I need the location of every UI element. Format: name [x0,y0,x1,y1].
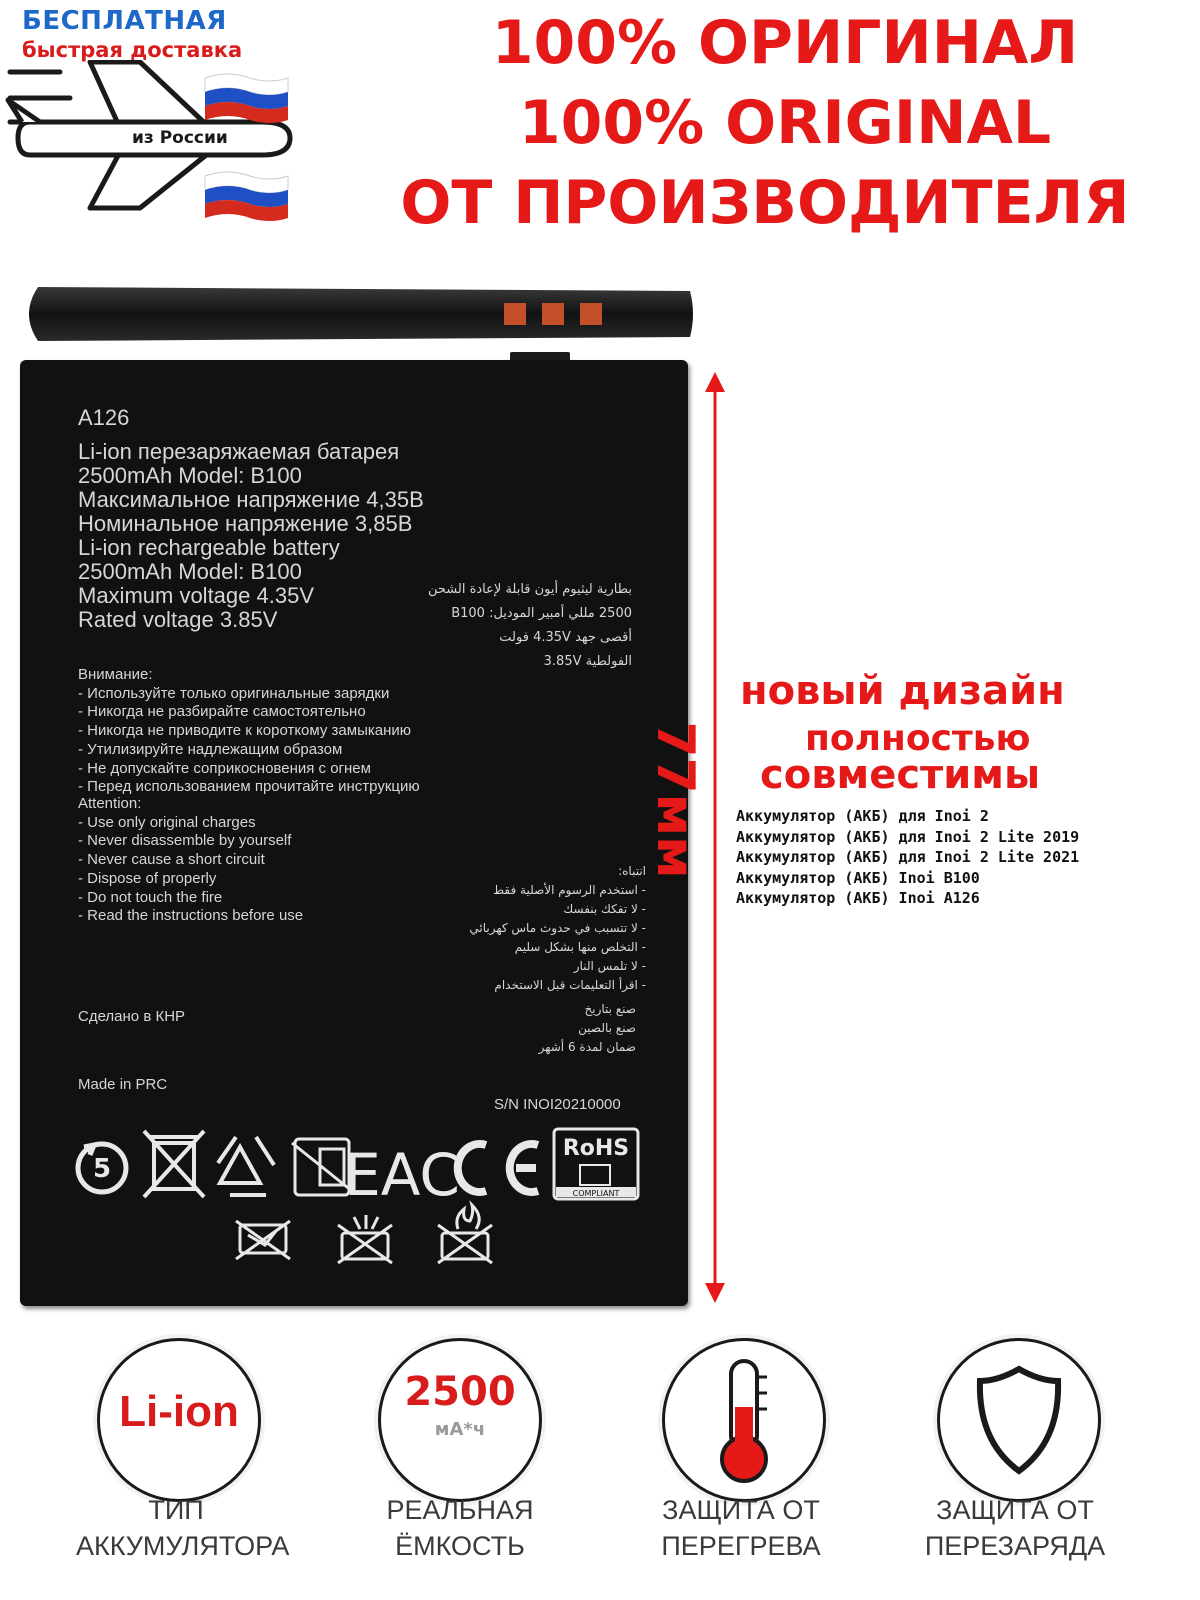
warning-line: - Never disassemble by yourself [78,832,292,850]
warning-line: - Use only original charges [78,813,256,831]
warning-ar [406,862,646,995]
warning-line: - التخلص منها بشكل سليم [514,940,646,954]
warning-line: - Read the instructions before use [78,907,304,925]
serial-number: S/N INOI20210000 [494,1096,621,1113]
fast-delivery-subtitle: быстрая доставка [22,38,243,62]
headline-original-en: 100% ORIGINAL [518,88,1052,158]
no-disassemble-icon [292,1139,352,1195]
fully-title: полностью [805,718,1031,759]
feature-line: ПЕРЕГРЕВА [661,1531,821,1561]
thermometer-icon [662,1338,826,1502]
warning-ru [78,666,420,797]
made-in-ru: Сделано в КНР [78,1008,186,1025]
ce-mark-icon [458,1144,538,1192]
made-ar [436,1000,636,1057]
battery-spec-ru [78,440,424,536]
spec-line: Максимальное напряжение 4,35В [78,487,424,512]
rohs-compliant-icon [554,1129,638,1199]
russian-flag-icon [205,74,288,123]
dimension-value: 77мм [645,721,705,879]
warning-line: - Перед использованием прочитайте инструкцию [78,778,420,796]
svg-text:EAC: EAC [344,1141,460,1209]
spec-line: أقصى جهد 4.35V فولت [499,630,632,645]
warning-line: - Никогда не разбирайте самостоятельно [78,703,366,721]
list-item: Аккумулятор (АКБ) Inoi A126 [736,889,980,907]
list-item: Аккумулятор (АКБ) для Inoi 2 Lite 2019 [736,827,1080,846]
spec-line: 2500 مللي أمبير الموديل: B100 [451,606,632,621]
feature-label-capacity [355,1492,565,1564]
battery-side-view [18,285,698,343]
spec-line: بطارية ليثيوم أيون قابلة لإعادة الشحن [427,582,632,597]
warning-en [78,795,303,926]
headline-from-manufacturer: ОТ ПРОИЗВОДИТЕЛЯ [400,168,1130,238]
warning-title: Attention: [78,795,142,812]
weee-crossed-bin-icon [144,1131,204,1197]
no-fire-icon [438,1205,492,1263]
from-russia-label: из России [132,128,228,148]
li-ion-badge-icon [97,1338,261,1502]
warning-title: Внимание: [78,666,153,683]
feature-label-overcharge [910,1492,1120,1564]
eac-mark-icon [344,1141,460,1209]
free-delivery-title: БЕСПЛАТНАЯ [22,6,227,36]
warning-line: - Утилизируйте надлежащим образом [78,740,343,758]
recycle-5-icon [78,1144,126,1192]
warning-line: - Никогда не приводите к короткому замыканию [78,722,412,740]
new-design-title: новый дизайн [740,668,1065,714]
warning-line: - استخدم الرسوم الأصلية فقط [493,883,646,897]
no-crush-icon [338,1215,392,1263]
headline-original-ru: 100% ОРИГИНАЛ [491,8,1079,78]
compatibility-list [736,806,1079,909]
spec-line: Maximum voltage 4.35V [78,583,314,608]
list-item: Аккумулятор (АКБ) для Inoi 2 Lite 2021 [736,848,1080,866]
battery-spec-en [78,536,340,632]
svg-text:5: 5 [92,1154,112,1184]
li-ion-text: Li-ion [119,1387,239,1436]
battery-contacts [504,303,602,325]
spec-line: 2500mAh Model: B100 [78,559,302,584]
made-in-en: Made in PRC [78,1076,168,1093]
warning-line: - لا تفكك بنفسك [563,902,646,916]
list-item: Аккумулятор (АКБ) Inoi B100 [736,868,980,887]
no-short-circuit-icon [236,1221,290,1259]
list-item: Аккумулятор (АКБ) для Inoi 2 [736,807,989,825]
spec-line: 2500mAh Model: B100 [78,463,302,488]
russian-flag-icon [205,172,288,221]
warning-line: - Never cause a short circuit [78,851,265,869]
feature-line: РЕАЛЬНАЯ [386,1495,534,1525]
battery-spec-ar [372,578,632,674]
capacity-value: 2500 [404,1369,516,1415]
warning-line: - لا تلمس النار [573,959,646,973]
warning-line: انتباه: [618,864,646,878]
certification-icons [70,1125,650,1275]
warning-line: - Do not touch the fire [78,888,223,906]
warning-line: - اقرأ التعليمات قبل الاستخدام [494,978,646,992]
warning-line: - لا تتسبب في حدوث ماس كهربائي [469,921,646,935]
spec-line: Номинальное напряжение 3,85В [78,511,413,536]
capacity-unit: мА*ч [434,1419,486,1440]
feature-label-type [76,1492,290,1564]
model-code: A126 [78,405,130,430]
svg-text:COMPLIANT: COMPLIANT [572,1189,620,1198]
spec-line: Li-ion перезаряжаемая батарея [78,439,400,464]
feature-line: ТИП [148,1495,204,1525]
feature-line: ЁМКОСТЬ [395,1531,525,1561]
capacity-badge-icon [378,1338,542,1502]
feature-label-overheat [636,1492,846,1564]
svg-text:RoHS: RoHS [562,1136,630,1161]
recycling-arrows-icon [218,1137,274,1195]
made-line: صنع بتاريخ [584,1002,636,1016]
feature-line: ЗАЩИТА ОТ [662,1495,820,1525]
warning-line: - Не допускайте соприкосновения с огнем [78,759,371,777]
feature-line: АККУМУЛЯТОРА [76,1531,290,1561]
battery-label-panel [20,360,688,1306]
spec-line: الفولطية 3.85V [543,654,632,669]
spec-line: Rated voltage 3.85V [78,607,278,632]
spec-line: Li-ion rechargeable battery [78,535,340,560]
made-line: ضمان لمدة 6 أشهر [538,1040,636,1054]
height-dimension-label [615,700,735,900]
compatible-title: совместимы [760,752,1041,798]
feature-line: ЗАЩИТА ОТ [936,1495,1094,1525]
warning-line: - Используйте только оригинальные зарядки [78,684,390,702]
feature-line: ПЕРЕЗАРЯДА [924,1531,1106,1561]
warning-line: - Dispose of properly [78,869,217,887]
shield-icon [937,1338,1101,1502]
made-line: صنع بالصين [578,1021,636,1035]
